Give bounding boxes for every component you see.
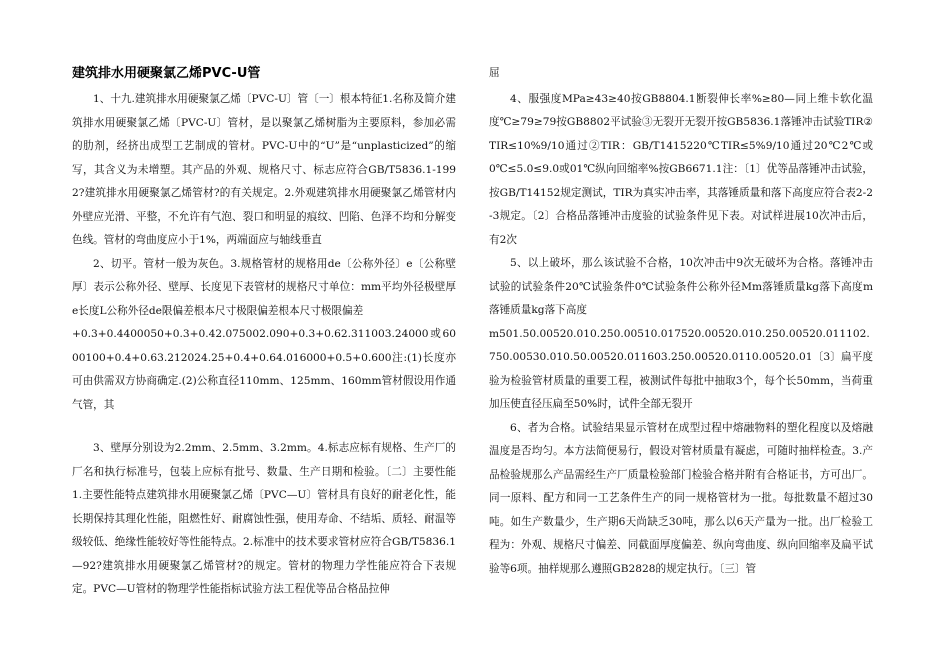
paragraph-4: 4、服强度MPa≥43≥40按GB8804.1断裂伸长率%≥80—同上维卡软化温度℃≥79≥79按GB8802平试验③无裂开无裂开按GB5836.1落锤冲击试验TIR②TIR≤10%9/10通过②TIR：GB/T1415220℃TIR≤5%9/10通过20℃2℃或0℃≤5.0≤9.0或01℃纵向回缩率%按GB6671.1注：〔1〕优等品落锤冲击试验，按GB/T14152规定测试，TIR为真实冲击率，其落锤质量和落下高度应符合表2-2-3规定。〔2〕合格品落锤冲击度验的试验条件见下表。对试样进展10次冲击后，有2次: [489, 92, 873, 246]
paragraph-6: 6、者为合格。试验结果显示管材在成型过程中熔融物料的塑化程度以及熔融温度是否均匀。本方法简便易行，假设对管材质量有凝虑，可随时抽样检查。3.产品检验规那么产品需经生产厂质量检验部门检验合格并附有合格证书，方可出厂。同一原料、配方和同一工艺条件生产的同一规格管材为一批。每批数量不超过30吨。如生产数量少，生产期6天尚缺乏30吨，那么以6天产量为一批。出厂检验工程为：外观、规格尺寸偏差、同截面厚度偏差、纵向弯曲度、纵向回缩率及扁平试验等6项。抽样规那么遵照GB2828的规定执行。〔三〕管: [489, 421, 873, 575]
right-column: [489, 62, 873, 581]
document-title: 建筑排水用硬聚氯乙烯PVC-U管: [72, 66, 261, 81]
paragraph-1: 1、十九.建筑排水用硬聚氯乙烯〔PVC-U〕管〔一〕根本特征1.名称及简介建筑排水用硬聚氯乙烯〔PVC-U〕管材，是以聚氯乙烯树脂为主要原料，参加必需的肋剂，经挤出成型工艺制成的管材。PVC-U中的“U”是“unplasticized”的缩写，其含义为未增塑。其产品的外观、规格尺寸、标志应符合GB/T5836.1-1992?建筑排水用硬聚氯乙烯管材?的有关规定。2.外观建筑排水用硬聚氯乙烯管材内外壁应光滑、平整，不允许有气泡、裂口和明显的痕纹、凹陷、色泽不均和分解变色线。管材的弯曲度应小于1%，两端面应与轴线垂直: [72, 93, 456, 246]
paragraph-5-continued: m501.50.00520.010.250.00510.017520.00520.010.250.00520.011102.750.00530.010.50.00520.011603.250.00520.0110.00520.01〔3〕扁平度验为检验管材质量的重要工程，被测试件每批中抽取3个，每个长50mm，当荷重加压使直径压扁至50%时，试件全部无裂开: [489, 327, 873, 410]
left-column: [72, 62, 456, 602]
paragraph-3-continued: 屈: [489, 67, 500, 79]
paragraph-3: 3、壁厚分别设为2.2mm、2.5mm、3.2mm。4.标志应标有规格、生产厂的厂名和执行标准号，包装上应标有批号、数量、生产日期和检验。〔二〕主要性能1.主要性能特点建筑排水用硬聚氯乙烯〔PVC—U〕管材具有良好的耐老化性，能长期保持其理化性能，阻燃性好、耐腐蚀性强，使用寿命、不结垢、质轻、耐温等级较低、绝缘性能较好等性能特点。2.标准中的技术要求管材应符合GB/T5836.1—92?建筑排水用硬聚氯乙烯管材?的规定。管材的物理力学性能应符合下表规定。PVC—U管材的物理学性能指标试验方法工程优等品合格品拉伸: [72, 442, 456, 595]
paragraph-2-continued: +0.3+0.4400050+0.3+0.42.075002.090+0.3+0.62.311003.24000或6000100+0.4+0.63.212024.25+0.4+0.64.016000+0.5+0.600注:(1)长度亦可由供需双方协商确定.(2)公称直径110mm、125mm、160mm管材假设用作通气管，其: [72, 328, 456, 411]
paragraph-5: 5、以上破坏，那么该试验不合格，10次冲击中9次无破坏为合格。落锤冲击试验的试验条件20℃试验条件0℃试验条件公称外径Mm落锤质量kg落下高度m落锤质量kg落下高度: [489, 257, 873, 316]
paragraph-2: 2、切平。管材一般为灰色。3.规格管材的规格用de〔公称外径〕e〔公称壁厚〕表示公称外径、壁厚、长度见下表管材的规格尺寸单位：mm平均外径极壁厚e长度L公称外径de限偏差根本尺寸极限偏差根本尺寸极限偏差: [72, 257, 456, 317]
